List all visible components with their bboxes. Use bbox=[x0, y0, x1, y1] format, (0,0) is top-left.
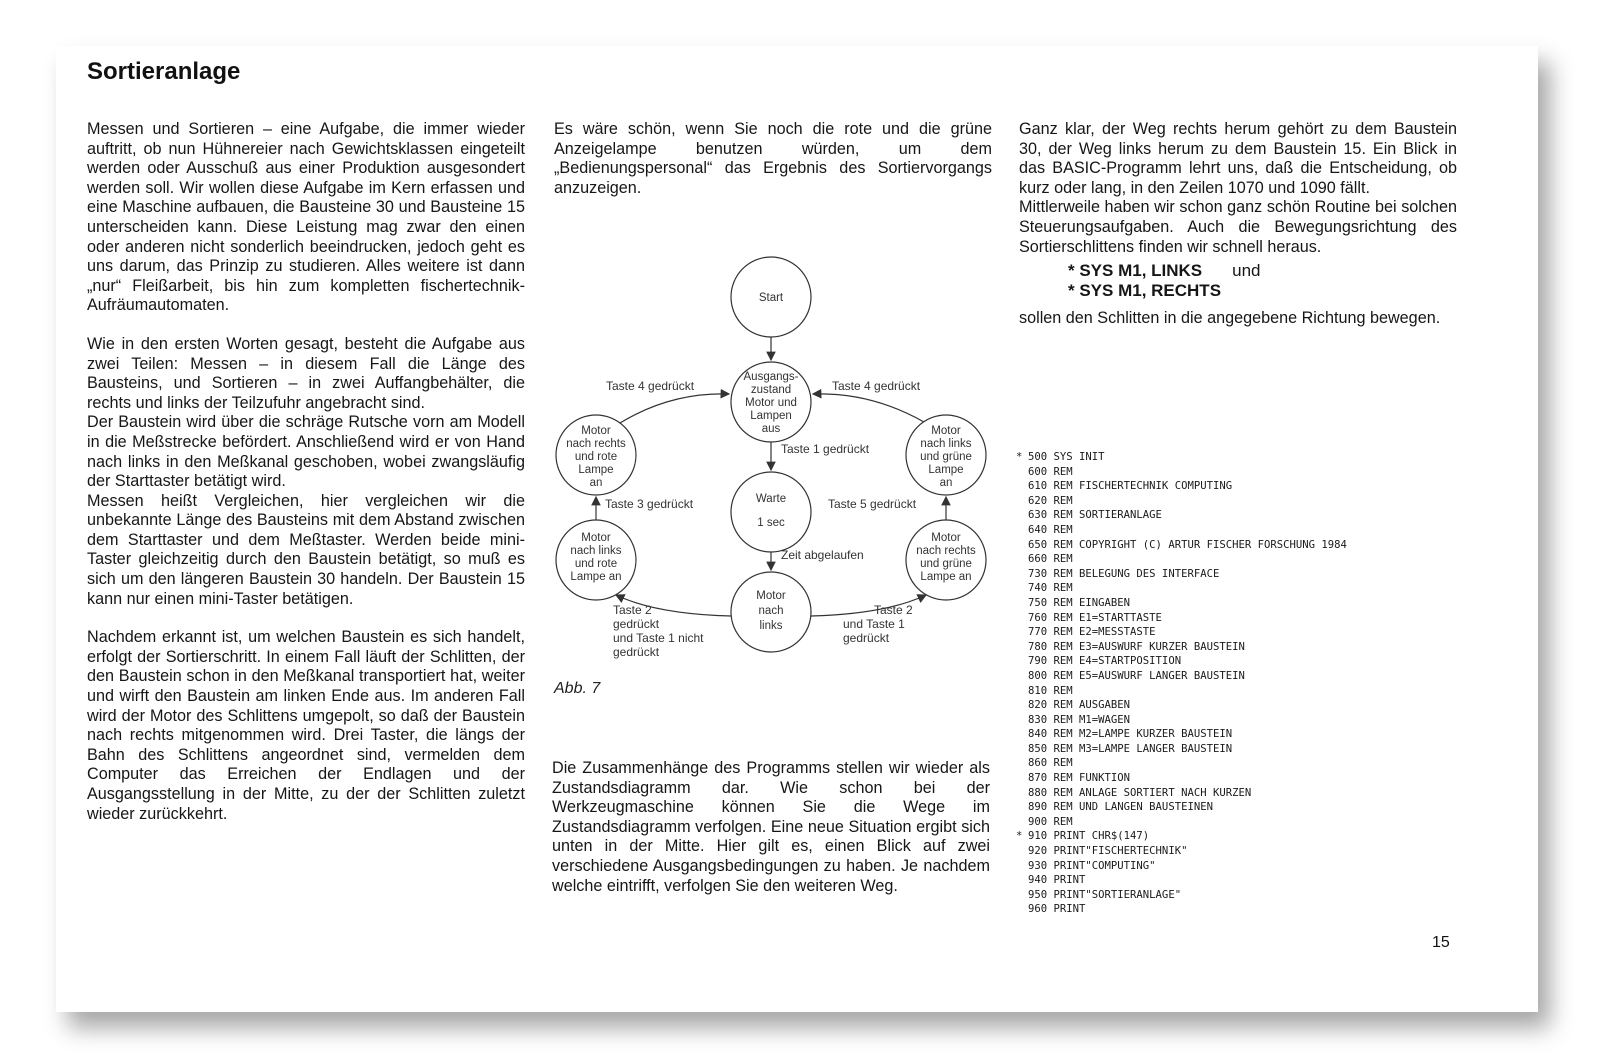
code-line-text: 790 REM E4=STARTPOSITION bbox=[1028, 655, 1182, 668]
state-diagram bbox=[536, 242, 996, 672]
code-line bbox=[1016, 902, 1486, 917]
label-ul: Motor bbox=[581, 425, 611, 437]
code-line-text: 880 REM ANLAGE SORTIERT NACH KURZEN bbox=[1028, 786, 1252, 799]
paragraph: Messen heißt Vergleichen, hier vergleichen wir die unbekannte Länge des Bausteins mit dem Abstand zwischen dem Starttaster und dem Meßtaster. Werden beide mini-Taster gleichzeitig durch den Baustein betätigt, so muß es sich um den längeren Baustein 30 handeln. Der Baustein 15 kann nur einen mini-Taster betätigen. bbox=[87, 491, 525, 608]
column-middle-bottom bbox=[552, 759, 990, 896]
label-ll: und rote bbox=[574, 558, 618, 570]
code-line-marker bbox=[1016, 786, 1028, 801]
code-line-marker bbox=[1016, 859, 1028, 874]
edge-label-t2-left: Taste 2 bbox=[613, 603, 652, 617]
column-middle-top bbox=[554, 120, 992, 198]
edge-label-t2-right: und Taste 1 bbox=[843, 617, 905, 631]
code-line bbox=[1016, 859, 1486, 874]
code-line-marker bbox=[1016, 538, 1028, 553]
code-line bbox=[1016, 567, 1486, 582]
code-line-marker bbox=[1016, 611, 1028, 626]
code-line-marker bbox=[1016, 771, 1028, 786]
code-line bbox=[1016, 494, 1486, 509]
label-ur: und grüne bbox=[920, 451, 972, 463]
edge-label-t1: Taste 1 gedrückt bbox=[781, 442, 870, 456]
code-line-text: 630 REM SORTIERANLAGE bbox=[1028, 509, 1162, 522]
code-line bbox=[1016, 669, 1486, 684]
code-line-text: 620 REM bbox=[1028, 494, 1073, 507]
label-lr: nach rechts bbox=[916, 545, 976, 557]
code-line-marker bbox=[1016, 479, 1028, 494]
code-line-marker bbox=[1016, 727, 1028, 742]
label-ul: Lampe bbox=[578, 464, 614, 476]
code-line-text: 770 REM E2=MESSTASTE bbox=[1028, 626, 1156, 639]
edge-label-t5: Taste 5 gedrückt bbox=[828, 497, 917, 511]
code-line-marker bbox=[1016, 669, 1028, 684]
paragraph: Es wäre schön, wenn Sie noch die rote und die grüne Anzeigelampe benutzen würden, um dem „Bedienungspersonal“ das Ergebnis des Sortiervorgangs anzuzeigen. bbox=[554, 120, 992, 197]
label-ul: und rote bbox=[574, 451, 618, 463]
arrow-t4-right bbox=[813, 394, 924, 422]
label-ur: Motor bbox=[931, 425, 961, 437]
code-line-marker bbox=[1016, 756, 1028, 771]
code-line-text: 640 REM bbox=[1028, 523, 1073, 536]
paragraph: Messen und Sortieren – eine Aufgabe, die immer wieder auftritt, ob nun Hühnereier nach Gewichtsklassen eingeteilt werden oder Ausschuß aus einer Produktion ausgesondert werden soll. Wir wollen diese Aufgabe im Kern erfassen und eine Maschine aufbauen, die Bausteine 30 und Bausteine 15 unterscheiden kann. Diese Leistung mag zwar den einen oder anderen nicht sonderlich beeindrucken, jedoch geht es uns darum, das Prinzip zu studieren. Alles weitere ist dann „nur“ Fleißarbeit, bis hin zum kompletten fischertechnik-Aufräumautomaten. bbox=[87, 120, 525, 315]
code-line-text: 900 REM bbox=[1028, 815, 1073, 828]
code-line-text: 810 REM bbox=[1028, 684, 1073, 697]
code-line-text: 800 REM E5=AUSWURF LANGER BAUSTEIN bbox=[1028, 669, 1245, 682]
code-line-text: 940 PRINT bbox=[1028, 874, 1086, 887]
code-line-marker bbox=[1016, 465, 1028, 480]
sys-command-text: * SYS M1, LINKS bbox=[1068, 261, 1203, 281]
code-line bbox=[1016, 465, 1486, 480]
paragraph: Mittlerweile haben wir schon ganz schön Routine bei solchen Steuerungsaufgaben. Auch die Bewegungsrichtung des Sortierschlittens finden wir schnell heraus. bbox=[1019, 198, 1457, 256]
figure-caption: Abb. 7 bbox=[554, 680, 601, 697]
code-line bbox=[1016, 771, 1486, 786]
code-line-marker bbox=[1016, 581, 1028, 596]
code-line-marker bbox=[1016, 698, 1028, 713]
code-line bbox=[1016, 800, 1486, 815]
state-warte-circle bbox=[731, 472, 811, 552]
sys-command-rechts: * SYS M1, RECHTS bbox=[1068, 281, 1222, 301]
sys-command-links bbox=[1068, 261, 1457, 281]
label-ausgang: Ausgangs- bbox=[743, 371, 799, 383]
code-line bbox=[1016, 611, 1486, 626]
label-ur: Lampe bbox=[928, 464, 964, 476]
code-line-text: 840 REM M2=LAMPE KURZER BAUSTEIN bbox=[1028, 728, 1233, 741]
code-line-marker bbox=[1016, 844, 1028, 859]
code-line-marker bbox=[1016, 873, 1028, 888]
label-motor-links: Motor bbox=[756, 590, 786, 602]
code-line bbox=[1016, 888, 1486, 903]
code-line bbox=[1016, 552, 1486, 567]
code-line bbox=[1016, 698, 1486, 713]
label-lr: Lampe an bbox=[920, 571, 972, 583]
code-line-text: 920 PRINT"FISCHERTECHNIK" bbox=[1028, 845, 1188, 858]
code-line-text: 930 PRINT"COMPUTING" bbox=[1028, 859, 1156, 872]
label-ll: nach links bbox=[570, 545, 622, 557]
paragraph: Wie in den ersten Worten gesagt, besteht die Aufgabe aus zwei Teilen: Messen – in diesem Fall die Länge des Bausteins, und Sortieren – in zwei Auffangbehälter, die rechts und links der Teilzufuhr angebracht sind. bbox=[87, 334, 525, 412]
code-line-marker bbox=[1016, 713, 1028, 728]
code-line-marker bbox=[1016, 742, 1028, 757]
code-line bbox=[1016, 786, 1486, 801]
code-line bbox=[1016, 596, 1486, 611]
code-line bbox=[1016, 523, 1486, 538]
code-line bbox=[1016, 538, 1486, 553]
paragraph: Der Baustein wird über die schräge Rutsche vorn am Modell in die Meßstrecke befördert. Anschließend wird er von Hand nach links in den Meßkanal geschoben, wobei zwangsläufig der Starttaster betätigt wird. bbox=[87, 413, 525, 491]
code-line-marker bbox=[1016, 888, 1028, 903]
label-lr: und grüne bbox=[920, 558, 972, 570]
code-line-marker bbox=[1016, 625, 1028, 640]
code-line-text: 650 REM COPYRIGHT (C) ARTUR FISCHER FORSCHUNG 1984 bbox=[1028, 538, 1347, 551]
code-line-text: 610 REM FISCHERTECHNIK COMPUTING bbox=[1028, 480, 1233, 493]
label-ul: an bbox=[589, 477, 603, 489]
code-line-marker bbox=[1016, 640, 1028, 655]
label-motor-links: nach bbox=[758, 605, 784, 617]
label-ausgang: zustand bbox=[750, 384, 792, 396]
code-line-marker bbox=[1016, 815, 1028, 830]
code-line bbox=[1016, 815, 1486, 830]
label-lr: Motor bbox=[931, 532, 961, 544]
code-line bbox=[1016, 450, 1486, 465]
book-page bbox=[56, 46, 1538, 1012]
edge-label-t2-left: gedrückt bbox=[613, 645, 660, 659]
code-line-text: 820 REM AUSGABEN bbox=[1028, 699, 1131, 712]
code-line-text: 860 REM bbox=[1028, 757, 1073, 770]
code-line bbox=[1016, 713, 1486, 728]
code-line-marker bbox=[1016, 567, 1028, 582]
edge-label-t2-right: gedrückt bbox=[843, 631, 890, 645]
code-line-text: 850 REM M3=LAMPE LANGER BAUSTEIN bbox=[1028, 742, 1233, 755]
edge-label-t4-right: Taste 4 gedrückt bbox=[832, 379, 921, 393]
code-line bbox=[1016, 479, 1486, 494]
code-line bbox=[1016, 654, 1486, 669]
column-right bbox=[1019, 120, 1457, 329]
label-ausgang: Motor und bbox=[745, 397, 797, 409]
code-line-marker bbox=[1016, 596, 1028, 611]
code-line-text: 890 REM UND LANGEN BAUSTEINEN bbox=[1028, 801, 1213, 814]
code-line-marker bbox=[1016, 552, 1028, 567]
label-warte: 1 sec bbox=[757, 517, 785, 529]
code-line bbox=[1016, 844, 1486, 859]
code-line-text: 730 REM BELEGUNG DES INTERFACE bbox=[1028, 567, 1220, 580]
code-line bbox=[1016, 742, 1486, 757]
code-line-marker bbox=[1016, 654, 1028, 669]
code-line-marker: * bbox=[1016, 451, 1023, 463]
code-line-text: 500 SYS INIT bbox=[1028, 451, 1105, 463]
code-line bbox=[1016, 508, 1486, 523]
label-motor-links: links bbox=[759, 620, 783, 632]
code-line-text: 910 PRINT CHR$(147) bbox=[1028, 830, 1150, 843]
label-ur: nach links bbox=[920, 438, 972, 450]
code-line-text: 760 REM E1=STARTTASTE bbox=[1028, 611, 1162, 624]
code-line bbox=[1016, 684, 1486, 699]
code-line bbox=[1016, 727, 1486, 742]
label-ausgang: aus bbox=[761, 423, 781, 435]
basic-code-listing bbox=[1016, 450, 1486, 917]
edge-label-t2-left: gedrückt bbox=[613, 617, 660, 631]
code-line-text: 950 PRINT"SORTIERANLAGE" bbox=[1028, 888, 1182, 901]
code-line-text: 660 REM bbox=[1028, 553, 1073, 566]
paragraph: Nachdem erkannt ist, um welchen Baustein es sich handelt, erfolgt der Sortierschritt. In einem Fall läuft der Schlitten, der den Baustein schon in den Meßkanal transportiert hat, weiter und wirft den Baustein am linken Ende aus. Im anderen Fall wird der Motor des Schlittens umgepolt, so daß der Baustein nach rechts mitgenommen wird. Drei Taster, die längs der Bahn des Schlittens angeordnet sind, vermelden dem Computer das Erreichen der Endlagen und der Ausgangsstellung in der Mitte, zu der der Schlitten zuletzt wieder zurückkehrt. bbox=[87, 628, 525, 823]
edge-label-t4-left: Taste 4 gedrückt bbox=[606, 379, 695, 393]
code-line bbox=[1016, 581, 1486, 596]
code-line-marker bbox=[1016, 494, 1028, 509]
code-line-marker: * bbox=[1016, 830, 1023, 843]
code-line-marker bbox=[1016, 508, 1028, 523]
code-line-marker bbox=[1016, 902, 1028, 917]
paragraph: Die Zusammenhänge des Programms stellen wir wieder als Zustandsdiagramm dar. Wie schon bei der Werkzeugmaschine können Sie die Wege im Zustandsdiagramm verfolgen. Eine neue Situation ergibt sich unten in der Mitte. Hier gilt es, einen Blick auf zwei verschiedene Ausgangsbedingungen zu haben. Je nachdem welche eintrifft, verfolgen Sie den weiteren Weg. bbox=[552, 759, 990, 895]
label-ul: nach rechts bbox=[566, 438, 626, 450]
code-line-marker bbox=[1016, 800, 1028, 815]
code-line bbox=[1016, 873, 1486, 888]
edge-label-t2-left: und Taste 1 nicht bbox=[613, 631, 704, 645]
code-line-text: 960 PRINT bbox=[1028, 903, 1086, 916]
code-line-marker bbox=[1016, 523, 1028, 538]
code-line-text: 750 REM EINGABEN bbox=[1028, 596, 1131, 609]
code-line-text: 830 REM M1=WAGEN bbox=[1028, 713, 1131, 726]
paragraph: sollen den Schlitten in die angegebene Richtung bewegen. bbox=[1019, 309, 1441, 328]
code-line-text: 870 REM FUNKTION bbox=[1028, 772, 1131, 785]
label-ll: Lampe an bbox=[570, 571, 622, 583]
code-line bbox=[1016, 756, 1486, 771]
edge-label-t2-right: Taste 2 bbox=[874, 603, 913, 617]
edge-label-t3: Taste 3 gedrückt bbox=[605, 497, 694, 511]
arrow-t4-left bbox=[620, 394, 729, 423]
label-start: Start bbox=[758, 292, 784, 304]
code-line bbox=[1016, 625, 1486, 640]
code-line-marker bbox=[1016, 684, 1028, 699]
paragraph: Ganz klar, der Weg rechts herum gehört zu dem Baustein 30, der Weg links herum zu dem Baustein 15. Ein Blick in das BASIC-Programm lehrt uns, daß die Entscheidung, ob kurz oder lang, in den Zeilen 1070 und 1090 fällt. bbox=[1019, 120, 1457, 197]
label-ur: an bbox=[939, 477, 953, 489]
code-line-text: 780 REM E3=AUSWURF KURZER BAUSTEIN bbox=[1028, 640, 1245, 653]
code-line-text: 600 REM bbox=[1028, 465, 1073, 478]
label-ausgang: Lampen bbox=[750, 410, 792, 422]
label-warte: Warte bbox=[755, 493, 787, 505]
column-left bbox=[87, 120, 525, 824]
code-line bbox=[1016, 829, 1486, 844]
edge-label-zeit: Zeit abgelaufen bbox=[781, 548, 864, 562]
code-line-text: 740 REM bbox=[1028, 582, 1073, 595]
code-line bbox=[1016, 640, 1486, 655]
sys-command-und: und bbox=[1232, 261, 1261, 281]
label-ll: Motor bbox=[581, 532, 611, 544]
page-number: 15 bbox=[1432, 934, 1450, 951]
page-title: Sortieranlage bbox=[87, 58, 241, 85]
